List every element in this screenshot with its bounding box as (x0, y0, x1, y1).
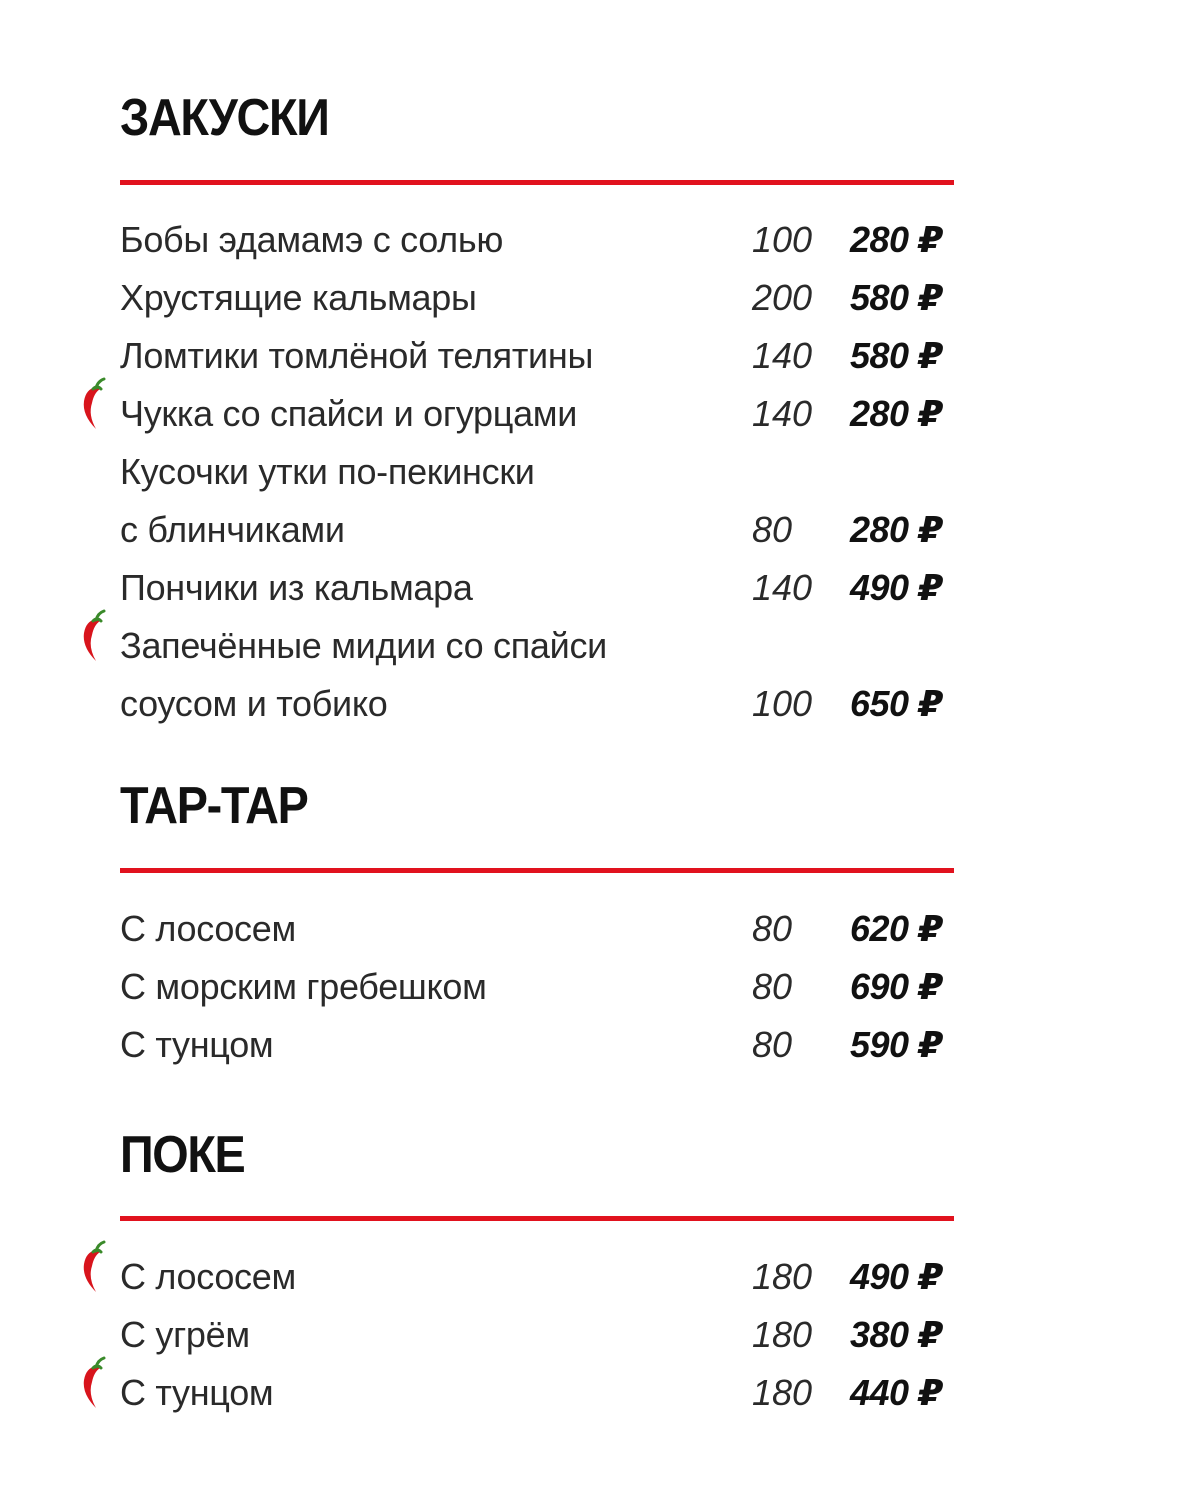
menu-item (0, 1364, 1000, 1422)
item-name: Хрустящие кальмары (120, 277, 477, 318)
menu-item (0, 675, 1000, 733)
menu-item (0, 900, 1000, 958)
item-name-continued: соусом и тобико (120, 683, 388, 724)
section-title-zakuski: ЗАКУСКИ (120, 89, 329, 147)
item-weight: 180 (752, 1256, 813, 1297)
item-name: С тунцом (120, 1024, 274, 1065)
section-divider (120, 1216, 954, 1221)
item-weight: 200 (752, 277, 813, 318)
item-name: Ломтики томлёной телятины (120, 335, 594, 376)
item-price: 620 ₽ (850, 908, 943, 949)
section-title-poke: ПОКЕ (120, 1126, 245, 1184)
item-weight: 140 (752, 567, 813, 608)
item-price: 280 ₽ (850, 393, 943, 434)
item-price: 580 ₽ (850, 277, 943, 318)
item-name: С лососем (120, 1256, 296, 1297)
item-name: С морским гребешком (120, 966, 487, 1007)
item-name: Бобы эдамамэ с солью (120, 219, 504, 260)
item-name: Чукка со спайси и огурцами (120, 393, 578, 434)
menu-item (0, 385, 1000, 443)
item-weight: 180 (752, 1372, 813, 1413)
menu-item (0, 501, 1000, 559)
chili-pepper-icon (76, 609, 106, 665)
menu-item (0, 559, 1000, 617)
item-weight: 80 (752, 908, 793, 949)
item-name: С угрём (120, 1314, 250, 1355)
item-name: Пончики из кальмара (120, 567, 473, 608)
menu-item (0, 1306, 1000, 1364)
item-price: 590 ₽ (850, 1024, 943, 1065)
item-name: С тунцом (120, 1372, 274, 1413)
item-weight: 140 (752, 393, 813, 434)
menu-item-line (0, 617, 1000, 675)
section-divider (120, 180, 954, 185)
item-weight: 80 (752, 966, 793, 1007)
item-price: 440 ₽ (850, 1372, 943, 1413)
item-price: 490 ₽ (850, 567, 943, 608)
item-price: 380 ₽ (850, 1314, 943, 1355)
item-weight: 80 (752, 1024, 793, 1065)
item-weight: 180 (752, 1314, 813, 1355)
item-price: 690 ₽ (850, 966, 943, 1007)
section-divider (120, 868, 954, 873)
menu-item (0, 269, 1000, 327)
chili-pepper-icon (76, 1356, 106, 1412)
menu-item (0, 211, 1000, 269)
item-name: Кусочки утки по-пекински (120, 451, 535, 492)
item-name: Запечённые мидии со спайси (120, 625, 607, 666)
item-name: С лососем (120, 908, 296, 949)
item-weight: 100 (752, 683, 813, 724)
menu-item (0, 1248, 1000, 1306)
item-weight: 140 (752, 335, 813, 376)
menu-item-line (0, 443, 1000, 501)
chili-pepper-icon (76, 377, 106, 433)
section-title-tartar: ТАР-ТАР (120, 777, 308, 835)
item-price: 490 ₽ (850, 1256, 943, 1297)
item-weight: 80 (752, 509, 793, 550)
item-price: 280 ₽ (850, 219, 943, 260)
item-price: 580 ₽ (850, 335, 943, 376)
menu-item (0, 327, 1000, 385)
item-name-continued: с блинчиками (120, 509, 345, 550)
item-weight: 100 (752, 219, 813, 260)
item-price: 280 ₽ (850, 509, 943, 550)
menu-item (0, 1016, 1000, 1074)
item-price: 650 ₽ (850, 683, 943, 724)
chili-pepper-icon (76, 1240, 106, 1296)
menu-item (0, 958, 1000, 1016)
